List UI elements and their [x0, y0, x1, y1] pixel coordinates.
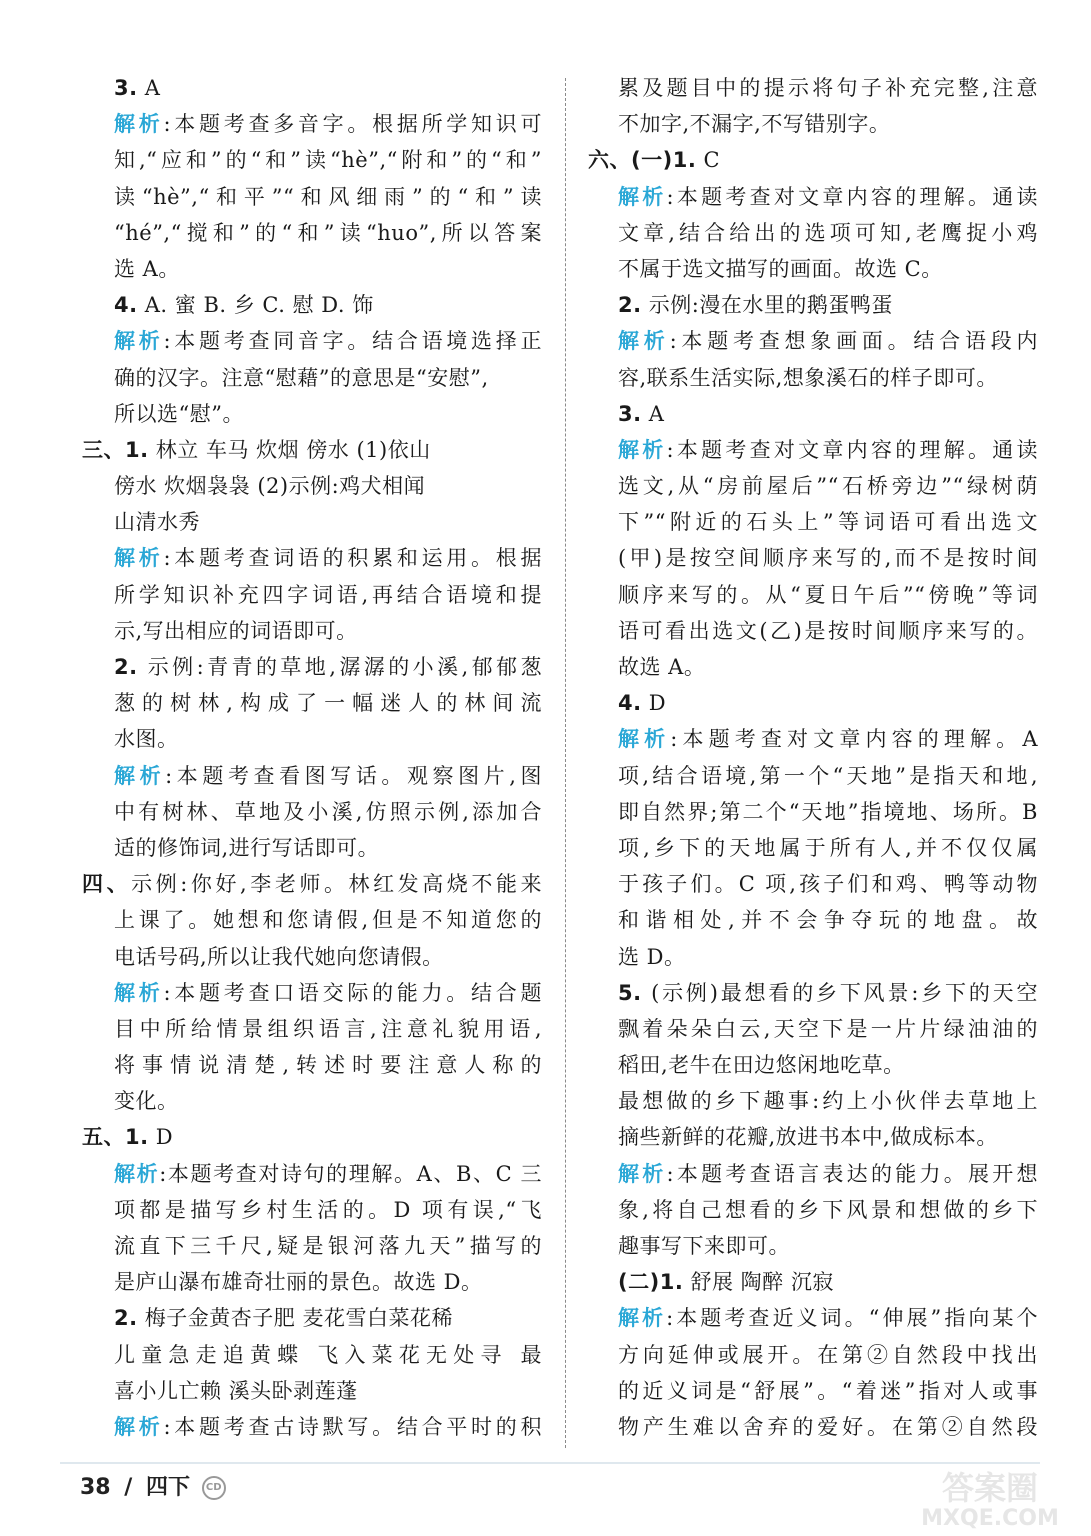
text-line [588, 432, 1038, 468]
analysis-label: 解析 [114, 1414, 164, 1439]
text-segment: 电话号码,所以让我代她向您请假。 [114, 944, 444, 969]
text-line [82, 1192, 542, 1228]
text-line [82, 106, 542, 142]
text-line [588, 1047, 1038, 1083]
text-line [588, 468, 1038, 504]
analysis-label: 解析 [618, 727, 671, 752]
text-segment: :本题考查古诗默写。结合平时的积 [163, 1414, 543, 1439]
text-segment: 飘着朵朵白云,天空下是一片片绿油油的 [618, 1016, 1038, 1041]
text-segment: 摘些新鲜的花瓣,放进书本中,做成标本。 [618, 1125, 998, 1150]
text-segment: 故选 A。 [618, 655, 706, 679]
text-line [82, 1337, 542, 1373]
text-line [588, 215, 1038, 251]
question-number: 3. [618, 401, 642, 426]
text-line [588, 251, 1038, 287]
text-segment: 流直下三千尺,疑是银河落九天”描写的 [114, 1234, 542, 1258]
text-line [82, 1119, 542, 1155]
text-segment: 葱的树林,构成了一幅迷人的林间流 [114, 691, 542, 716]
text-line [588, 1228, 1038, 1264]
text-line [82, 251, 542, 287]
text-segment: 不加字,不漏字,不写错别字。 [618, 112, 891, 137]
page-footer [80, 1470, 226, 1501]
text-segment: 林立 车马 炊烟 傍水 (1)依山 [148, 437, 431, 462]
text-line [588, 758, 1038, 794]
text-line [588, 939, 1038, 975]
text-line [588, 1337, 1038, 1373]
text-segment: 目中所给情景组织语言,注意礼貌用语, [114, 1016, 542, 1041]
text-line [82, 721, 542, 757]
text-segment: D [641, 691, 667, 716]
text-line [82, 758, 542, 794]
text-line [82, 287, 542, 323]
text-line [82, 613, 542, 649]
text-segment: 物产生难以舍弃的爱好。在第②自然段 [618, 1414, 1038, 1439]
column-divider [565, 78, 566, 1448]
text-segment: 示例:你好,李老师。林红发高烧不能来 [131, 872, 543, 897]
text-segment: 梅子金黄杏子肥 麦花雪白菜花稀 [137, 1306, 453, 1331]
text-segment: 山清水秀 [114, 510, 200, 535]
text-line [82, 685, 542, 721]
text-segment: 文章,结合给出的选项可知,老鹰捉小鸡 [618, 220, 1038, 245]
text-segment: (示例)最想看的乡下风景:乡下的天空 [641, 980, 1038, 1005]
text-segment: 读“hè”,“和平”“和风细雨”的“和”读 [114, 184, 542, 209]
text-line [82, 1300, 542, 1336]
analysis-label: 解析 [114, 763, 166, 788]
text-segment: 舒展 陶醉 沉寂 [683, 1270, 834, 1295]
text-segment: :本题考查同音字。结合语境选择正 [163, 329, 543, 354]
section-number: 四、 [82, 872, 132, 897]
text-segment: A. 蜜 B. 乡 C. 慰 D. 饰 [137, 293, 374, 318]
text-line [82, 1409, 542, 1445]
text-line [588, 794, 1038, 830]
text-line [588, 142, 1038, 178]
text-line [588, 1083, 1038, 1119]
analysis-label: 解析 [618, 1306, 667, 1331]
text-segment: A [137, 76, 161, 100]
section-number: 五、 [82, 1125, 125, 1150]
question-number: 4. [618, 691, 642, 716]
text-line [588, 721, 1038, 757]
analysis-label: 解析 [114, 980, 164, 1005]
text-segment: 即自然界;第二个“天地”指境地、场所。B [618, 799, 1038, 824]
text-line [82, 1228, 542, 1264]
text-line [82, 468, 542, 504]
text-segment: A [641, 401, 665, 426]
text-line [82, 323, 542, 359]
section-number: 六、(一) [588, 148, 673, 173]
text-line [588, 902, 1038, 938]
text-line [82, 1047, 542, 1083]
text-segment: 喜小儿亡赖 溪头卧剥莲蓬 [114, 1378, 358, 1403]
text-segment: 示例:漫在水里的鹅蛋鸭蛋 [641, 293, 893, 318]
question-number: 5. [618, 980, 642, 1005]
text-segment: D [148, 1125, 174, 1150]
text-segment: 于孩子们。C 项,孩子们和鸡、鸭等动物 [618, 872, 1038, 897]
text-line [588, 1011, 1038, 1047]
text-line [82, 540, 542, 576]
text-line [82, 902, 542, 938]
text-line [588, 360, 1038, 396]
text-segment: 示,写出相应的词语即可。 [114, 618, 358, 643]
text-segment: 将事情说清楚,转述时要注意人称的 [114, 1053, 542, 1078]
question-number: 1. [672, 148, 697, 173]
text-segment: 语可看出选文(乙)是按时间顺序来写的。 [618, 618, 1038, 643]
text-line [588, 866, 1038, 902]
text-line [588, 540, 1038, 576]
text-line [82, 504, 542, 540]
text-line [588, 1409, 1038, 1445]
text-line [588, 830, 1038, 866]
text-segment: 项,乡下的天地属于所有人,并不仅仅属 [618, 835, 1038, 860]
text-line [588, 287, 1038, 323]
text-segment: (甲)是按空间顺序来写的,而不是按时间 [618, 546, 1038, 571]
text-segment: :本题考查多音字。根据所学知识可 [163, 112, 543, 137]
text-segment: “hé”,“搅和”的“和”读“huo”,所以答案 [114, 220, 542, 245]
text-line [82, 179, 542, 215]
question-number: 2. [114, 655, 138, 679]
footer-separator: / [124, 1475, 133, 1500]
watermark-url: MXQE.COM [921, 1506, 1059, 1531]
text-segment: 儿童急走追黄蝶 飞入菜花无处寻 最 [114, 1342, 542, 1367]
text-line [82, 396, 542, 432]
page-number: 38 [80, 1475, 111, 1500]
text-segment: 是庐山瀑布雄奇壮丽的景色。故选 D。 [114, 1270, 483, 1295]
text-line [82, 70, 542, 106]
text-line [588, 649, 1038, 685]
text-segment: :本题考查语言表达的能力。展开想 [666, 1161, 1039, 1186]
text-segment: 确的汉字。注意“慰藉”的意思是“安慰”, [114, 365, 489, 390]
text-line [588, 396, 1038, 432]
analysis-label: 解析 [114, 546, 164, 571]
analysis-label: 解析 [114, 1161, 160, 1186]
text-line [588, 1300, 1038, 1336]
section-number: 三、 [82, 437, 125, 462]
text-line [82, 1264, 542, 1300]
text-segment: 稻田,老牛在田边悠闲地吃草。 [618, 1053, 905, 1078]
text-segment: 所以选“慰”。 [114, 401, 244, 426]
text-line [588, 577, 1038, 613]
text-segment: 适的修饰词,进行写话即可。 [114, 835, 380, 860]
text-segment: 上课了。她想和您请假,但是不知道您的 [114, 908, 542, 933]
text-line [82, 830, 542, 866]
text-segment: C [696, 148, 721, 173]
text-segment: 选文,从“房前屋后”“石桥旁边”“绿树荫 [618, 474, 1038, 499]
text-line [82, 360, 542, 396]
text-line [588, 1119, 1038, 1155]
text-segment: 累及题目中的提示将句子补充完整,注意 [618, 76, 1038, 100]
text-line [82, 577, 542, 613]
text-line [82, 1011, 542, 1047]
edition-badge-icon: CD [202, 1476, 226, 1500]
analysis-label: 解析 [114, 112, 164, 137]
text-line [588, 504, 1038, 540]
text-line [588, 106, 1038, 142]
book-label: 四下 [146, 1475, 191, 1500]
text-line [82, 1156, 542, 1192]
text-line [82, 975, 542, 1011]
analysis-label: 解析 [618, 1161, 667, 1186]
text-line [588, 975, 1038, 1011]
analysis-label: 解析 [618, 184, 667, 209]
text-line [588, 1156, 1038, 1192]
text-segment: 顺序来写的。从“夏日午后”“傍晚”等词 [618, 582, 1038, 607]
text-segment: 的近义词是“舒展”。“着迷”指对人或事 [618, 1378, 1038, 1403]
text-segment: 容,联系生活实际,想象溪石的样子即可。 [618, 365, 998, 390]
text-segment: 最想做的乡下趣事:约上小伙伴去草地上 [618, 1089, 1038, 1114]
text-segment: 项,结合语境,第一个“天地”是指天和地, [618, 763, 1038, 788]
text-line [588, 1373, 1038, 1409]
text-segment: 知,“应和”的“和”读“hè”,“附和”的“和” [114, 148, 542, 173]
text-segment: 中有树林、草地及小溪,仿照示例,添加合 [114, 799, 542, 824]
text-line [588, 1264, 1038, 1300]
text-segment: 变化。 [114, 1089, 179, 1114]
question-number: 1. [125, 437, 149, 462]
text-line [588, 1192, 1038, 1228]
text-segment: :本题考查对文章内容的理解。通读 [666, 437, 1039, 462]
question-number: 2. [114, 1306, 138, 1331]
analysis-label: 解析 [618, 437, 667, 462]
text-line [588, 70, 1038, 106]
text-segment: 选 D。 [618, 944, 686, 969]
text-line [588, 179, 1038, 215]
text-line [588, 613, 1038, 649]
text-segment: :本题考查看图写话。观察图片,图 [165, 763, 543, 788]
text-segment: 项都是描写乡村生活的。D 项有误,“飞 [114, 1197, 542, 1222]
text-segment: 不属于选文描写的画面。故选 C。 [618, 256, 943, 281]
text-segment: 所学知识补充四字词语,再结合语境和提 [114, 582, 542, 607]
left-column [82, 70, 542, 1445]
text-segment: :本题考查词语的积累和运用。根据 [163, 546, 543, 571]
watermark-text: 答案圈 [941, 1469, 1039, 1507]
text-segment: :本题考查对文章内容的理解。通读 [666, 184, 1039, 209]
analysis-label: 解析 [618, 329, 670, 354]
text-line [82, 649, 542, 685]
analysis-label: 解析 [114, 329, 164, 354]
question-number: 3. [114, 76, 138, 100]
section-number: (二) [618, 1270, 660, 1295]
right-column [588, 70, 1038, 1445]
text-line [82, 1373, 542, 1409]
text-segment: :本题考查口语交际的能力。结合题 [163, 980, 543, 1005]
question-number: 2. [618, 293, 642, 318]
text-segment: 示例:青青的草地,潺潺的小溪,郁郁葱 [137, 655, 542, 679]
footer-rule [60, 1462, 1040, 1464]
text-segment: 选 A。 [114, 256, 180, 281]
question-number: 1. [659, 1270, 684, 1295]
text-segment: :本题考查对文章内容的理解。A [670, 727, 1038, 752]
text-segment: 下”“附近的石头上”等词语可看出选文 [618, 510, 1038, 535]
text-line [82, 1083, 542, 1119]
text-segment: :本题考查近义词。“伸展”指向某个 [666, 1306, 1039, 1331]
text-line [82, 939, 542, 975]
text-segment: 和谐相处,并不会争夺玩的地盘。故 [618, 908, 1038, 933]
text-segment: 傍水 炊烟袅袅 (2)示例:鸡犬相闻 [114, 474, 426, 499]
text-segment: 方向延伸或展开。在第②自然段中找出 [618, 1342, 1038, 1367]
text-line [82, 866, 542, 902]
text-segment: 水图。 [114, 727, 179, 752]
text-segment: 象,将自己想看的乡下风景和想做的乡下 [618, 1197, 1038, 1222]
text-line [588, 685, 1038, 721]
text-line [82, 432, 542, 468]
question-number: 4. [114, 293, 138, 318]
watermark-logo [905, 1465, 1075, 1531]
text-segment: :本题考查对诗句的理解。A、B、C 三 [159, 1161, 542, 1186]
text-line [588, 323, 1038, 359]
text-segment: :本题考查想象画面。结合语段内 [669, 329, 1039, 354]
text-line [82, 215, 542, 251]
text-line [82, 794, 542, 830]
question-number: 1. [125, 1125, 149, 1150]
text-line [82, 142, 542, 178]
text-segment: 趣事写下来即可。 [618, 1234, 790, 1258]
